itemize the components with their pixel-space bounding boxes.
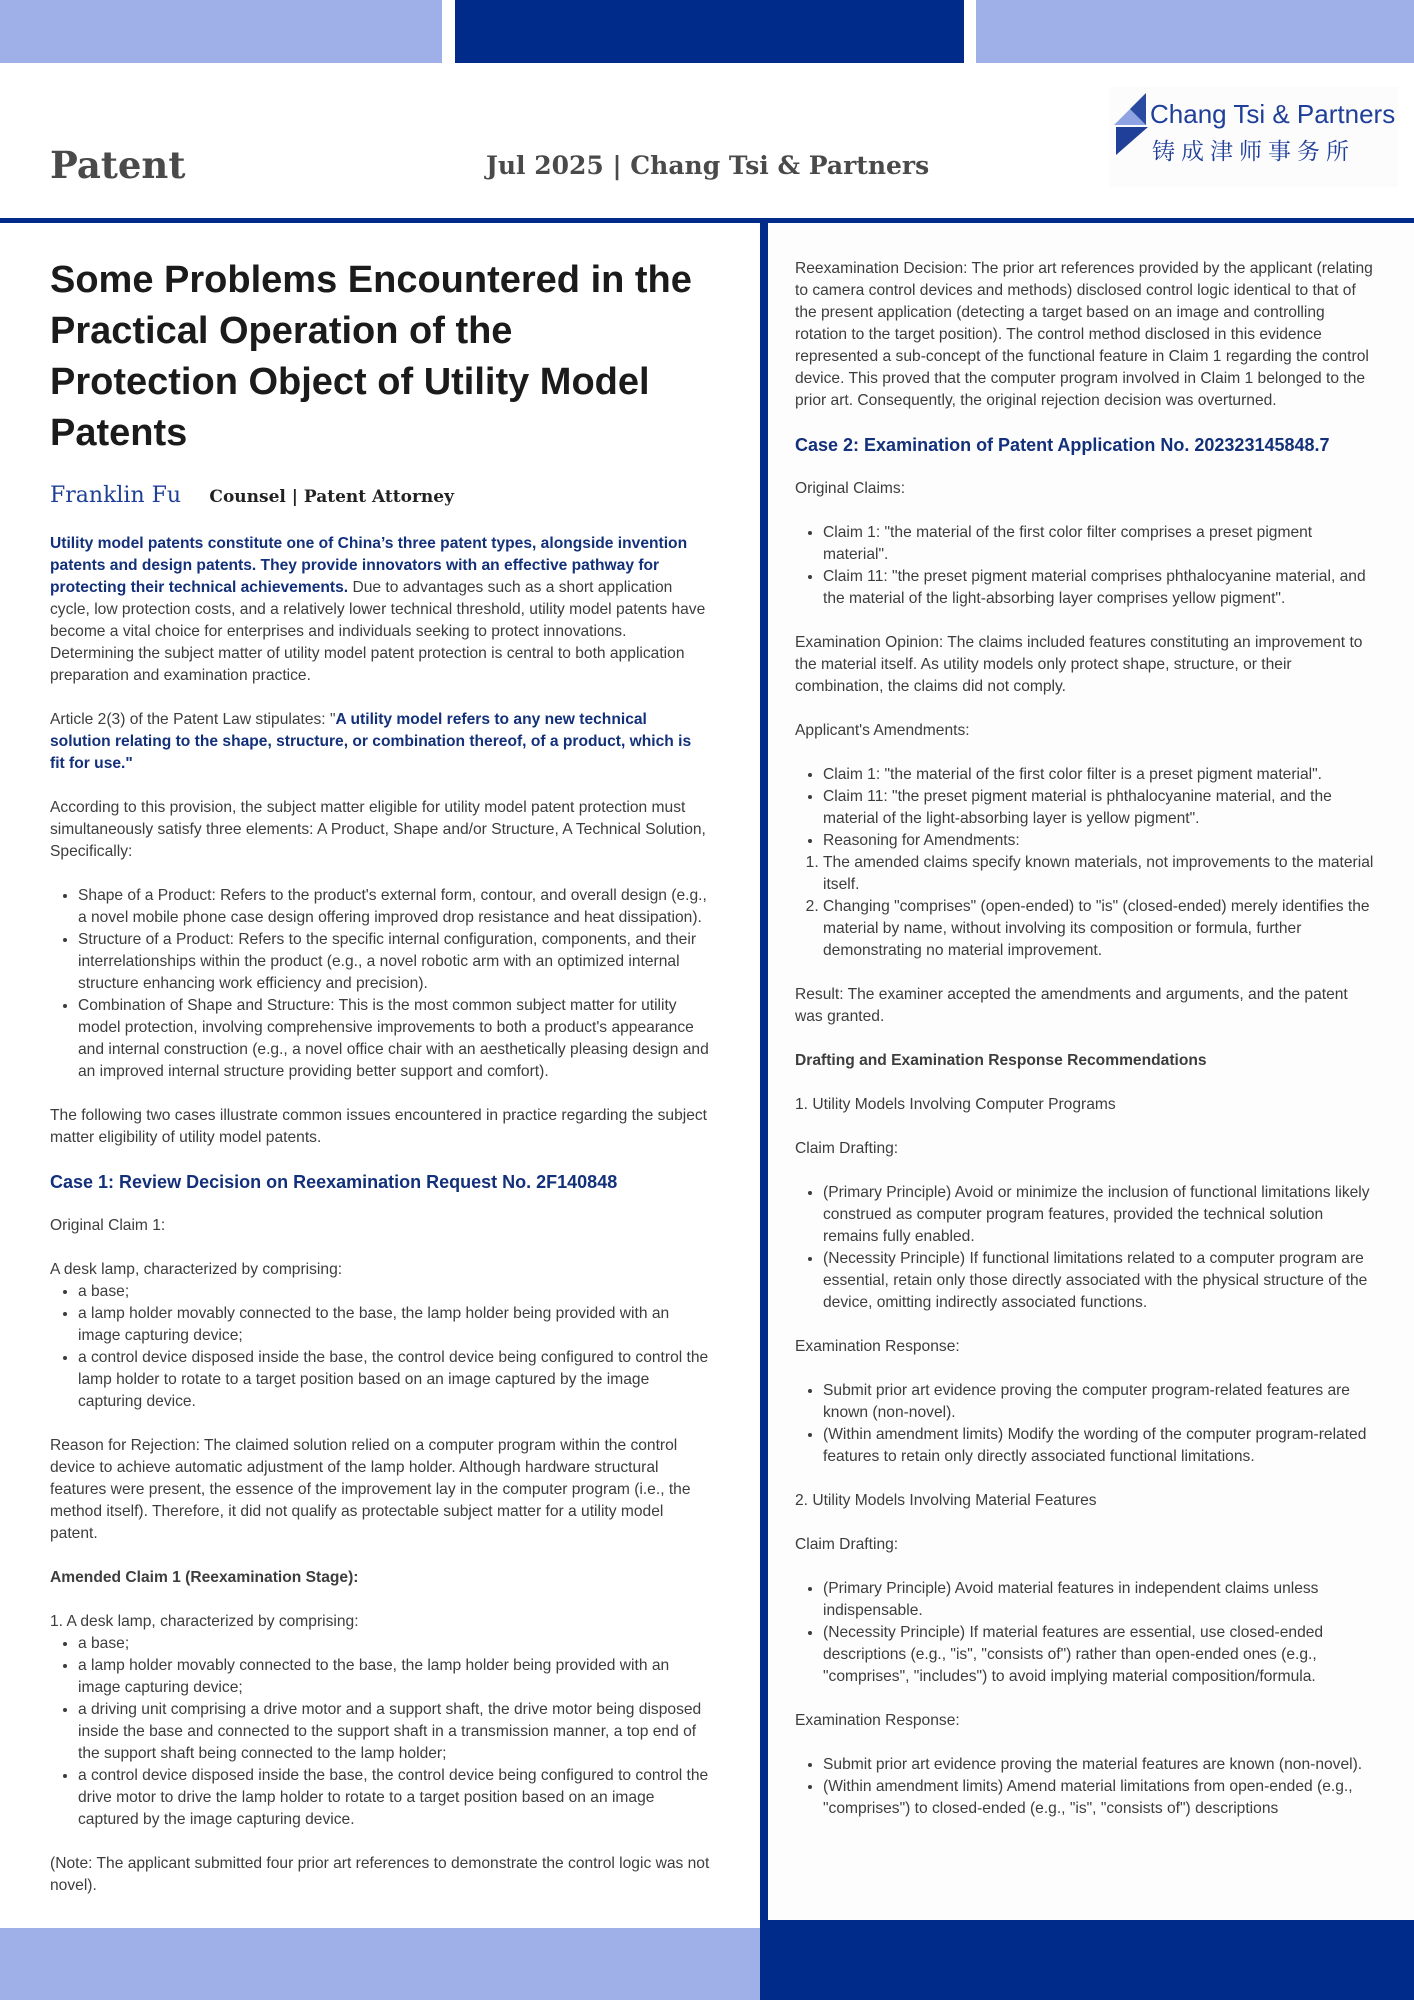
list-item: • Reasoning for Amendments: bbox=[823, 830, 1377, 852]
rec-s2-title: 2. Utility Models Involving Material Features bbox=[795, 1492, 1097, 1509]
case1-amended-intro: 1. A desk lamp, characterized by comprising: bbox=[50, 1613, 359, 1630]
list-item: • a lamp holder movably connected to the base, the lamp holder being provided with an image capturing device; bbox=[78, 1655, 710, 1699]
list-item: • a control device disposed inside the base, the control device being configured to control the lamp holder to rotate to a target position based on an image captured by the image capturing device. bbox=[78, 1347, 710, 1413]
list-item: • Claim 11: "the preset pigment material comprises phthalocyanine material, and the material of the light-absorbing layer comprises yellow pigment". bbox=[823, 566, 1377, 610]
bottom-band-right bbox=[760, 1920, 1414, 2000]
case2-original-list bbox=[795, 522, 1377, 610]
list-item: • Combination of Shape and Structure: This is the most common subject matter for utility model protection, involving comprehensive improvements to both a product's appearance and internal construction (e.g., a novel office chair with an aesthetically pleasing design and an improved internal structure providing better support and comfort). bbox=[78, 995, 710, 1083]
case1-heading: Case 1: Review Decision on Reexamination Request No. 2F140848 bbox=[50, 1172, 618, 1192]
list-item: • (Within amendment limits) Amend material limitations from open-ended (e.g., "comprises") to closed-ended (e.g., "is", "consists of") descriptions bbox=[823, 1776, 1377, 1820]
rec-s1-response-list bbox=[795, 1380, 1377, 1468]
case1-lamp-intro: A desk lamp, characterized by comprising: bbox=[50, 1261, 343, 1278]
firm-logo bbox=[1110, 87, 1398, 187]
article-paragraph bbox=[50, 709, 710, 775]
list-item: • Shape of a Product: Refers to the product's external form, contour, and overall design (e.g., a novel mobile phone case design offering improved drop resistance and heat dissipation). bbox=[78, 885, 710, 929]
case2-heading: Case 2: Examination of Patent Application No. 202323145848.7 bbox=[795, 435, 1330, 455]
right-column bbox=[795, 258, 1377, 1842]
logo-chinese-name: 铸成津师事务所 bbox=[1152, 139, 1355, 165]
list-item: • a driving unit comprising a drive motor and a support shaft, the drive motor being disposed inside the base and connected to the support shaft in a transmission manner, a top end of the support shaft being connected to the lamp holder; bbox=[78, 1699, 710, 1765]
top-band-right bbox=[976, 0, 1414, 63]
case1-amended-label: Amended Claim 1 (Reexamination Stage): bbox=[50, 1569, 359, 1586]
list-item: • Claim 1: "the material of the first color filter comprises a preset pigment material". bbox=[823, 522, 1377, 566]
list-item: • (Primary Principle) Avoid or minimize the inclusion of functional limitations likely construed as computer program features, provided the technical solution remains fully enabled. bbox=[823, 1182, 1377, 1248]
list-item: • Claim 1: "the material of the first color filter is a preset pigment material". bbox=[823, 764, 1377, 786]
logo-english-name: Chang Tsi & Partners bbox=[1150, 99, 1396, 129]
list-item: 2. Changing "comprises" (open-ended) to "is" (closed-ended) merely identifies the material by name, without involving its composition or formula, further demonstrating no material improvement. bbox=[823, 896, 1377, 962]
list-item: 1. The amended claims specify known materials, not improvements to the material itself. bbox=[823, 852, 1377, 896]
list-item: • (Primary Principle) Avoid material features in independent claims unless indispensable. bbox=[823, 1578, 1377, 1622]
case2-amend-list bbox=[795, 764, 1377, 852]
case1-note: (Note: The applicant submitted four prior art references to demonstrate the control logic was not novel). bbox=[50, 1855, 710, 1894]
author-role: Counsel | Patent Attorney bbox=[209, 487, 454, 507]
provision-paragraph: According to this provision, the subject matter eligible for utility model patent protection must simultaneously satisfy three elements: A Product, Shape and/or Structure, A Technical Solution, Specifically: bbox=[50, 799, 706, 860]
case1-decision: Reexamination Decision: The prior art references provided by the applicant (relating to camera control devices and methods) disclosed control logic identical to that of the present application (detecting a target based on an image and controlling rotation to the target position). The control method disclosed in this evidence represented a sub-concept of the functional feature in Claim 1 regarding the control device. This proved that the computer program involved in Claim 1 belonged to the prior art. Consequently, the original rejection decision was overturned. bbox=[795, 260, 1373, 409]
intro-text: Due to advantages such as a short application cycle, low protection costs, and a relatively lower technical threshold, utility model patents have become a vital choice for enterprises and individuals seeking to protect innovations. Determining the subject matter of utility model patent protection is central to both application preparation and examination practice. bbox=[50, 579, 706, 684]
page-header bbox=[0, 63, 1414, 219]
rec-s1-title: 1. Utility Models Involving Computer Programs bbox=[795, 1096, 1116, 1113]
list-item: • Submit prior art evidence proving the computer program-related features are known (non-novel). bbox=[823, 1380, 1377, 1424]
article-suffix: " bbox=[125, 755, 133, 772]
list-item: • a control device disposed inside the base, the control device being configured to control the drive motor to drive the lamp holder to rotate to a target position based on an image captured by the image capturing device. bbox=[78, 1765, 710, 1831]
column-divider bbox=[760, 223, 768, 1923]
section-label: Patent bbox=[50, 143, 186, 187]
recommendations-heading: Drafting and Examination Response Recommendations bbox=[795, 1052, 1207, 1069]
cases-intro: The following two cases illustrate common issues encountered in practice regarding the subject matter eligibility of utility model patents. bbox=[50, 1107, 708, 1146]
rec-s2-drafting-list bbox=[795, 1578, 1377, 1688]
author-name: Franklin Fu bbox=[50, 483, 182, 508]
list-item: • (Necessity Principle) If material features are essential, use closed-ended descriptions (e.g., "is", "consists of") rather than open-ended ones (e.g., "comprises", "includes") to avoid implying material composition/formula. bbox=[823, 1622, 1377, 1688]
bottom-band-left bbox=[0, 1928, 760, 2000]
list-item: • Claim 11: "the preset pigment material is phthalocyanine material, and the material of the light-absorbing layer is yellow pigment". bbox=[823, 786, 1377, 830]
case2-amend-label: Applicant's Amendments: bbox=[795, 722, 970, 739]
list-item: • a base; bbox=[78, 1281, 710, 1303]
case2-opinion: Examination Opinion: The claims included features constituting an improvement to the material itself. As utility models only protect shape, structure, or their combination, the claims did not comply. bbox=[795, 634, 1363, 695]
rec-s1-drafting-label: Claim Drafting: bbox=[795, 1140, 899, 1157]
elements-list bbox=[50, 885, 710, 1083]
rec-s1-drafting-list bbox=[795, 1182, 1377, 1314]
logo-mark-icon bbox=[1114, 93, 1150, 159]
case2-result: Result: The examiner accepted the amendments and arguments, and the patent was granted. bbox=[795, 986, 1348, 1025]
case1-original-list bbox=[50, 1281, 710, 1413]
rec-s2-drafting-label: Claim Drafting: bbox=[795, 1536, 899, 1553]
top-band-left bbox=[0, 0, 442, 63]
top-band-center bbox=[455, 0, 964, 63]
intro-highlight: Utility model patents constitute one of China’s three patent types, alongside invention patents and design patents. They provide innovators with an effective pathway for protecting their technical achievements. bbox=[50, 535, 688, 596]
rec-s2-response-list bbox=[795, 1754, 1377, 1820]
rec-s2-response-label: Examination Response: bbox=[795, 1712, 960, 1729]
left-column bbox=[50, 255, 710, 1919]
date-firm-line: Jul 2025 | Chang Tsi & Partners bbox=[486, 151, 930, 180]
list-item: • (Necessity Principle) If functional limitations related to a computer program are essential, retain only those directly associated with the physical structure of the device, omitting indirectly associated functions. bbox=[823, 1248, 1377, 1314]
case2-original-label: Original Claims: bbox=[795, 480, 906, 497]
list-item: • Structure of a Product: Refers to the specific internal configuration, components, and their interrelationships within the product (e.g., a novel robotic arm with an optimized internal structure enhancing work efficiency and precision). bbox=[78, 929, 710, 995]
case1-amended-list bbox=[50, 1633, 710, 1831]
intro-paragraph bbox=[50, 533, 710, 687]
list-item: • a base; bbox=[78, 1633, 710, 1655]
case2-reasons-list bbox=[795, 852, 1377, 962]
case1-original-label: Original Claim 1: bbox=[50, 1217, 166, 1234]
author-line bbox=[50, 485, 710, 515]
list-item: • a lamp holder movably connected to the base, the lamp holder being provided with an image capturing device; bbox=[78, 1303, 710, 1347]
case1-rejection: Reason for Rejection: The claimed solution relied on a computer program within the control device to achieve automatic adjustment of the lamp holder. Although hardware structural features were present, the essence of the improvement lay in the computer program (i.e., the method itself). Therefore, it did not qualify as protectable subject matter for a utility model patent. bbox=[50, 1437, 691, 1542]
article-quote: A utility model refers to any new technical solution relating to the shape, structure, or combination thereof, of a product, which is fit for use. bbox=[50, 711, 692, 772]
rec-s1-response-label: Examination Response: bbox=[795, 1338, 960, 1355]
list-item: • (Within amendment limits) Modify the wording of the computer program-related features to retain only directly associated functional limitations. bbox=[823, 1424, 1377, 1468]
list-item: • Submit prior art evidence proving the material features are known (non-novel). bbox=[823, 1754, 1377, 1776]
article-prefix: Article 2(3) of the Patent Law stipulates: " bbox=[50, 711, 336, 728]
article-title: Some Problems Encountered in the Practical Operation of the Protection Object of Utility Model Patents bbox=[50, 259, 692, 454]
